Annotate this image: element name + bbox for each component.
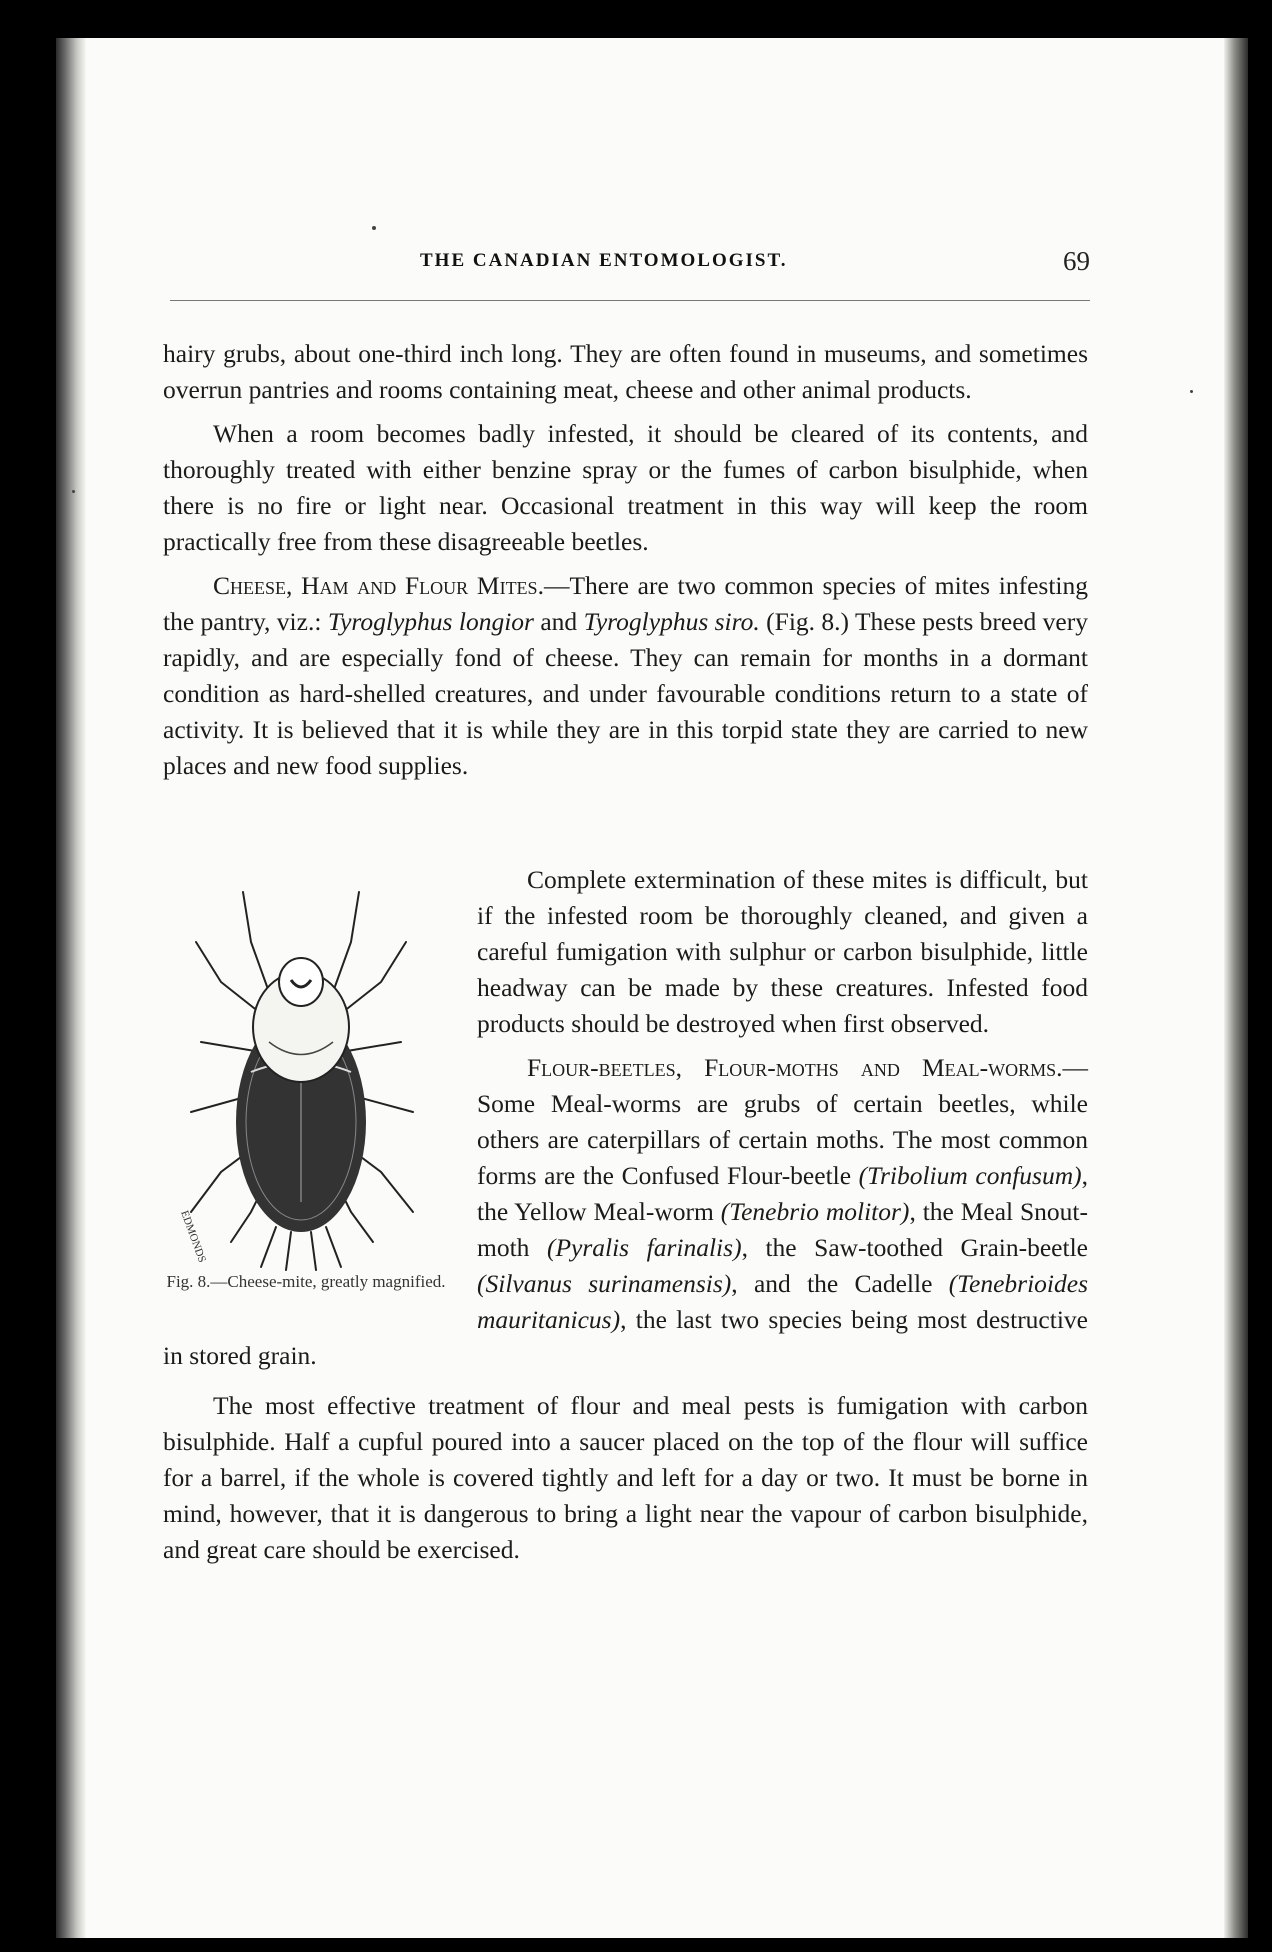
page-number: 69 (1063, 246, 1090, 276)
section-heading-flour-beetles: Flour-beetles, Flour-moths and Meal-worms. (527, 1053, 1063, 1082)
paragraph-fumigation: The most effective treatment of flour and meal pests is fumigation with carbon bisulphide. Half a cupful poured into a saucer placed on the top of the flour will suffice for a barrel, if the whole is covered tightly and left for a day or two. It must be borne in mind, however, that it is dangerous to bring a light near the vapour of carbon bisulphide, and great care should be exercised. (163, 1391, 1088, 1564)
mite-leg (333, 892, 359, 992)
species-name: (Silvanus surinamensis) (477, 1269, 732, 1298)
species-name: Tyroglyphus longior (327, 607, 534, 636)
paragraph-mites-intro: Cheese, Ham and Flour Mites.—There are two common species of mites infesting the pantry, viz.: Tyroglyphus longior and Tyroglyphus siro. (Fig. 8.) These pests breed very rapidly, and are especially fond of cheese. They can remain for months in a dormant condition as hard-shelled creatures, and under favourable conditions return to a state of activity. It is believed that it is while they are in this torpid state they are carried to new places and new food supplies. (163, 571, 1088, 780)
page-right-edge (1224, 38, 1248, 1938)
paragraph-hairy-grubs: hairy grubs, about one-third inch long. They are often found in museums, and sometimes overrun pantries and rooms containing meat, cheese and other animal products. (163, 339, 1088, 404)
section-heading-mites: Cheese, Ham and Flour Mites. (213, 571, 544, 600)
book-binding-edge (56, 38, 86, 1938)
paragraph-extermination: Complete extermination of these mites is difficult, but if the infested room be thoroughly cleaned, and given a careful fumigation with sulphur or carbon bisulphide, little headway can be made by these creatures. Infested food products should be destroyed when first observed. (477, 865, 1088, 1038)
species-name: (Pyralis farinalis) (546, 1233, 742, 1262)
paragraph-flour-beetles: Flour-beetles, Flour-moths and Meal-worms.—Some Meal-worms are grubs of certain beetles, while others are caterpillars of certain moths. The most common forms are the Confused Flour-beetle (Tribolium confusum), the Yellow Meal-worm (Tenebrio molitor), the Meal Snout-moth (Pyralis farinalis), the Saw-toothed Grain-beetle (Silvanus surinamensis), and the Cadelle (Tenebrioides mauritanicus), the last two species being most destructive in stored grain. (163, 1053, 1088, 1370)
engraver-signature: EDMONDS (178, 1208, 209, 1265)
mite-leg (196, 942, 259, 1012)
header-rule (170, 300, 1090, 301)
running-header (170, 248, 1090, 288)
mite-leg (343, 942, 406, 1012)
cheese-mite-illustration (151, 872, 451, 1272)
figure-caption: Fig. 8.—Cheese-mite, greatly magnified. (166, 1272, 446, 1291)
speck (72, 490, 75, 493)
paragraph-treatment: When a room becomes badly infested, it should be cleared of its contents, and thoroughly treated with either benzine spray or the fumes of carbon bisulphide, when there is no fire or light near. Occasional treatment in this way will keep the room practically free from these disagreeable beetles. (163, 419, 1088, 556)
speck (372, 226, 376, 230)
mite-leg (243, 892, 269, 992)
figure-8 (151, 862, 461, 1332)
species-name: (Tenebrio molitor) (720, 1197, 910, 1226)
species-name: (Tribolium confusum) (858, 1161, 1082, 1190)
body-text-with-figure (163, 862, 1088, 1568)
species-name: Tyroglyphus siro. (583, 607, 760, 636)
body-text-top (163, 336, 1088, 784)
speck (1190, 390, 1193, 393)
species-name: (Tenebrioides mauritanicus) (477, 1269, 1088, 1334)
journal-title: THE CANADIAN ENTOMOLOGIST. (420, 250, 788, 271)
